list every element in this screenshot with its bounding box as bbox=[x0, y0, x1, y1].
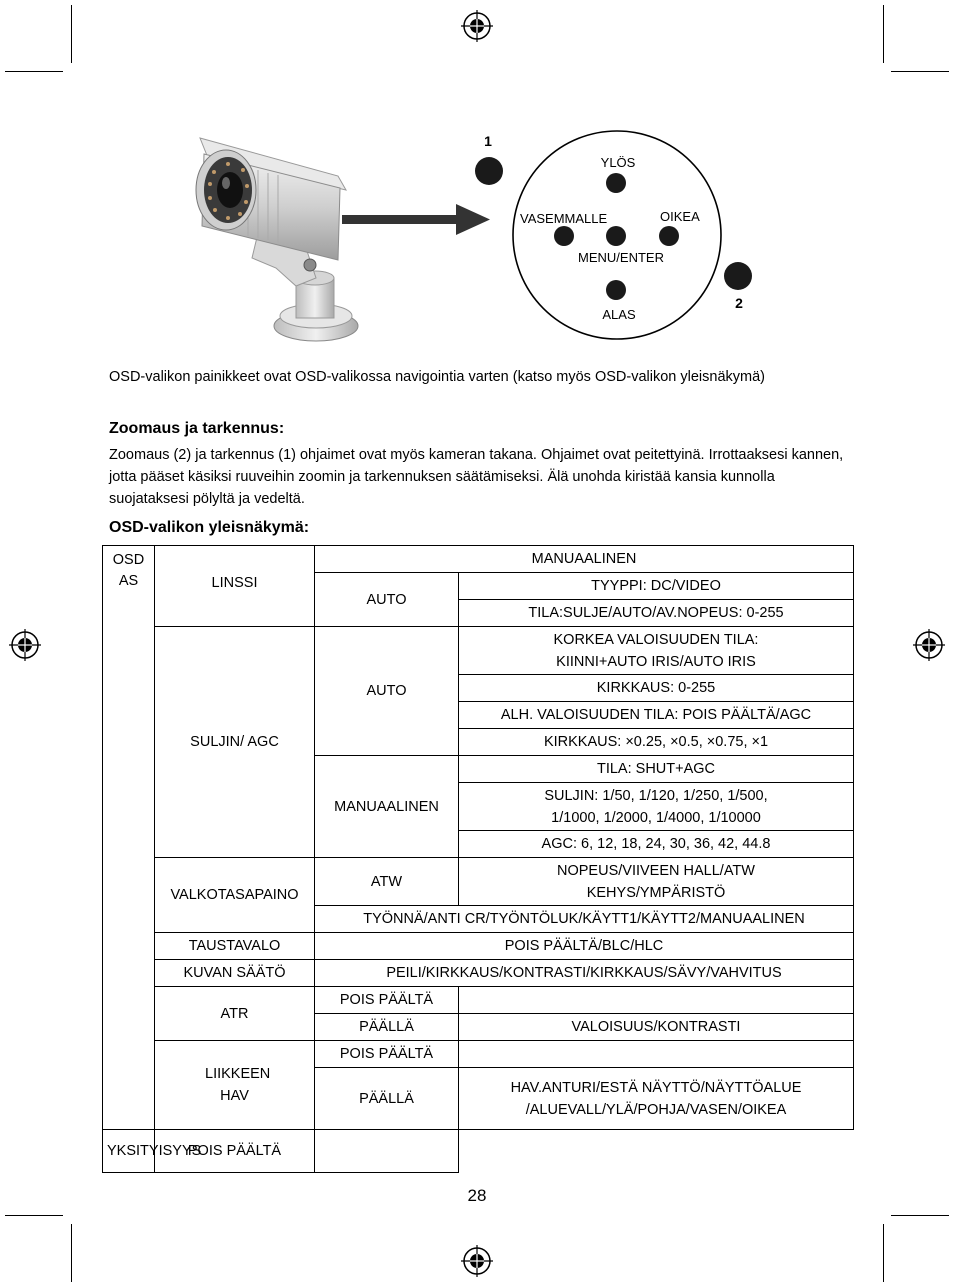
up-button-label: YLÖS bbox=[600, 155, 636, 170]
backlight-label: TAUSTAVALO bbox=[155, 933, 315, 960]
down-button-label: ALAS bbox=[602, 307, 636, 322]
osd-heading: OSD-valikon yleisnäkymä: bbox=[109, 519, 310, 536]
linssi-manual: MANUAALINEN bbox=[315, 546, 854, 573]
callout-2-label: 2 bbox=[735, 295, 743, 311]
page-number: 28 bbox=[467, 1186, 487, 1205]
crop-mark bbox=[883, 1224, 884, 1282]
intro-paragraph: OSD-valikon painikkeet ovat OSD-valikossa navigointia varten (katso myös OSD-valikon yleisnäkymä) bbox=[109, 369, 765, 385]
suljin-low-light: ALH. VALOISUUDEN TILA: POIS PÄÄLTÄ/AGC bbox=[459, 702, 854, 729]
atr-off: POIS PÄÄLTÄ bbox=[315, 987, 459, 1014]
linssi-label: LINSSI bbox=[155, 546, 315, 627]
zoom-paragraph: Zoomaus (2) ja tarkennus (1) ohjaimet ovat myös kameran takana. Ohjaimet ovat peitettyinä. Irrottaaksesi kannen, jotta pääset käsiksi ruuveihin zoomin ja tarkennuksen säätämiseksi. Älä unohda kiristää kansia kunnolla suojataksesi pölyltä ja vedeltä. bbox=[109, 447, 844, 507]
button-panel-diagram bbox=[470, 125, 760, 345]
wb-atw-options: NOPEUS/VIIVEEN HALL/ATW KEHYS/YMPÄRISTÖ bbox=[459, 858, 854, 906]
right-button-dot bbox=[659, 226, 679, 246]
motion-on-value: HAV.ANTURI/ESTÄ NÄYTTÖ/NÄYTTÖALUE /ALUEVALL/YLÄ/POHJA/VASEN/OIKEA bbox=[459, 1068, 854, 1130]
suljin-shutter: SULJIN: 1/50, 1/120, 1/250, 1/500, 1/1000, 1/2000, 1/4000, 1/10000 bbox=[459, 783, 854, 831]
motion-off-value bbox=[459, 1041, 854, 1068]
callout-1-dot bbox=[475, 157, 503, 185]
suljin-brightness: KIRKKAUS: 0-255 bbox=[459, 675, 854, 702]
crop-mark bbox=[883, 5, 884, 63]
motion-label: LIIKKEEN HAV bbox=[155, 1041, 315, 1130]
backlight-value: POIS PÄÄLTÄ/BLC/HLC bbox=[315, 933, 854, 960]
atr-label: ATR bbox=[155, 987, 315, 1041]
registration-mark-icon bbox=[460, 9, 494, 43]
osd-root-cell: OSD AS bbox=[103, 546, 155, 1130]
registration-mark-icon bbox=[8, 628, 42, 662]
enter-button-dot bbox=[606, 226, 626, 246]
suljin-agc: AGC: 6, 12, 18, 24, 30, 36, 42, 44.8 bbox=[459, 831, 854, 858]
wb-atw: ATW bbox=[315, 858, 459, 906]
right-button-label: OIKEA bbox=[660, 209, 700, 224]
left-button-dot bbox=[554, 226, 574, 246]
down-button-dot bbox=[606, 280, 626, 300]
atr-on-value: VALOISUUS/KONTRASTI bbox=[459, 1014, 854, 1041]
atr-on: PÄÄLLÄ bbox=[315, 1014, 459, 1041]
linssi-mode: TILA:SULJE/AUTO/AV.NOPEUS: 0-255 bbox=[459, 600, 854, 627]
linssi-type: TYYPPI: DC/VIDEO bbox=[459, 573, 854, 600]
image-adjust-value: PEILI/KIRKKAUS/KONTRASTI/KIRKKAUS/SÄVY/VAHVITUS bbox=[315, 960, 854, 987]
crop-mark bbox=[71, 1224, 72, 1282]
privacy-off: POIS PÄÄLTÄ bbox=[155, 1130, 315, 1173]
privacy-off-value bbox=[315, 1130, 459, 1173]
suljin-manual: MANUAALINEN bbox=[315, 756, 459, 858]
camera-illustration bbox=[188, 128, 363, 348]
suljin-auto: AUTO bbox=[315, 627, 459, 756]
zoom-heading: Zoomaus ja tarkennus: bbox=[109, 420, 285, 437]
image-adjust-label: KUVAN SÄÄTÖ bbox=[155, 960, 315, 987]
enter-button-label: MENU/ENTER bbox=[578, 250, 664, 265]
osd-menu-table bbox=[102, 545, 854, 1173]
motion-on: PÄÄLLÄ bbox=[315, 1068, 459, 1130]
wb-modes: TYÖNNÄ/ANTI CR/TYÖNTÖLUK/KÄYTT1/KÄYTT2/MANUAALINEN bbox=[315, 906, 854, 933]
suljin-brightness-mult: KIRKKAUS: ×0.25, ×0.5, ×0.75, ×1 bbox=[459, 729, 854, 756]
linssi-auto: AUTO bbox=[315, 573, 459, 627]
callout-1-label: 1 bbox=[484, 133, 492, 149]
crop-mark bbox=[891, 1215, 949, 1216]
crop-mark bbox=[5, 71, 63, 72]
callout-2-dot bbox=[724, 262, 752, 290]
suljin-label: SULJIN/ AGC bbox=[155, 627, 315, 858]
up-button-dot bbox=[606, 173, 626, 193]
left-button-label: VASEMMALLE bbox=[520, 211, 608, 226]
registration-mark-icon bbox=[460, 1244, 494, 1278]
suljin-high-light: KORKEA VALOISUUDEN TILA: KIINNI+AUTO IRIS/AUTO IRIS bbox=[459, 627, 854, 675]
wb-label: VALKOTASAPAINO bbox=[155, 858, 315, 933]
privacy-label: YKSITYISYYS bbox=[103, 1130, 155, 1173]
registration-mark-icon bbox=[912, 628, 946, 662]
crop-mark bbox=[891, 71, 949, 72]
crop-mark bbox=[5, 1215, 63, 1216]
motion-off: POIS PÄÄLTÄ bbox=[315, 1041, 459, 1068]
suljin-mode: TILA: SHUT+AGC bbox=[459, 756, 854, 783]
atr-off-value bbox=[459, 987, 854, 1014]
crop-mark bbox=[71, 5, 72, 63]
